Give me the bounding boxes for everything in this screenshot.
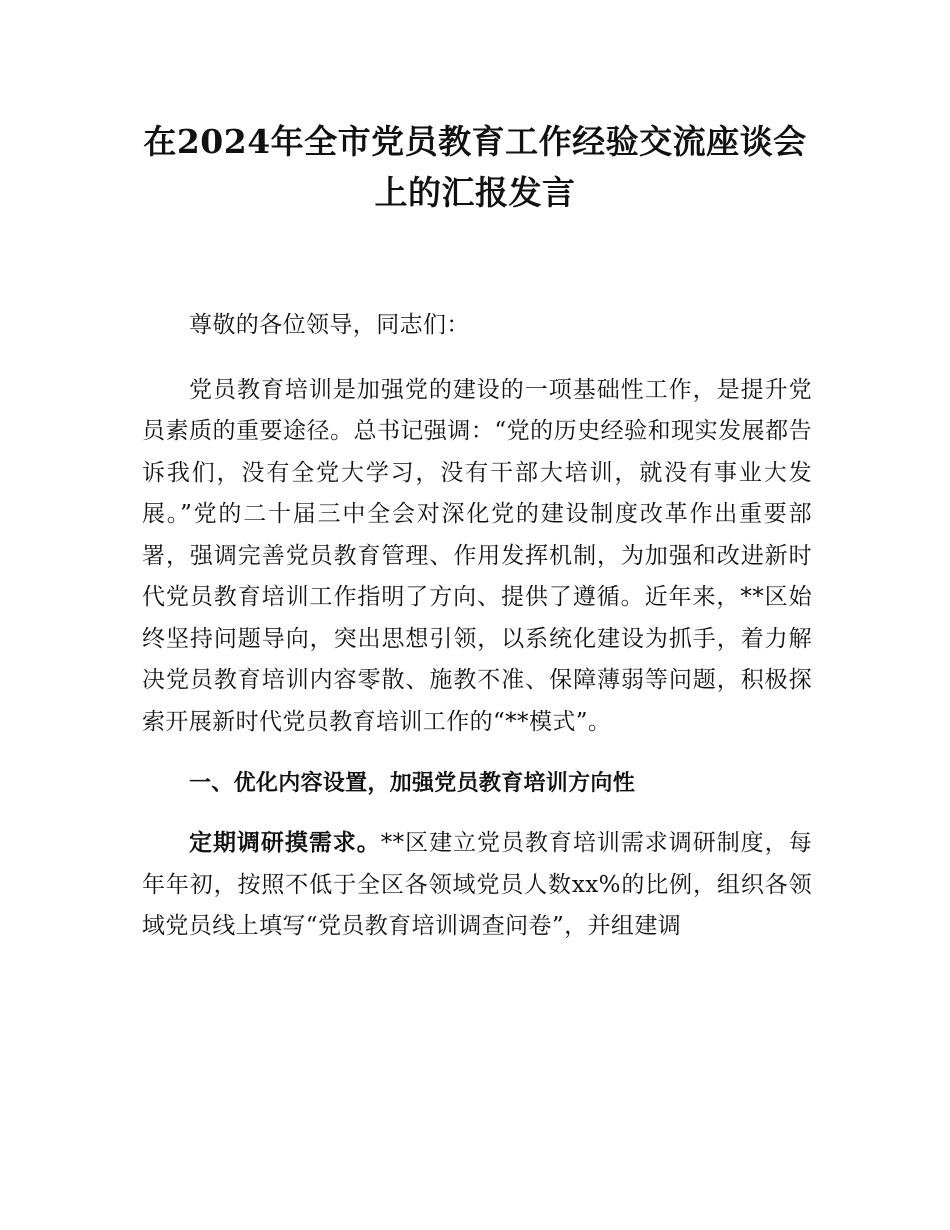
section-1-text: **区建立党员教育培训需求调研制度，每年年初，按照不低于全区各领域党员人数xx%的比例，组织各领域党员线上填写“党员教育培训调查问卷”，并组建调 — [142, 830, 812, 939]
salutation: 尊敬的各位领导，同志们： — [189, 312, 470, 338]
section-1-paragraph — [142, 823, 812, 948]
title-line-2: 上的汇报发言 — [374, 173, 576, 212]
section-1-lead: 定期调研摸需求。 — [189, 830, 381, 856]
title-line-1: 在2024年全市党员教育工作经验交流座谈会 — [143, 122, 807, 161]
document-title — [120, 116, 830, 218]
intro-paragraph: 党员教育培训是加强党的建设的一项基础性工作，是提升党员素质的重要途径。总书记强调：“党的历史经验和现实发展都告诉我们，没有全党大学习，没有干部大培训，就没有事业大发展。”党的二十届三中全会对深化党的建设制度改革作出重要部署，强调完善党员教育管理、作用发挥机制，为加强和改进新时代党员教育培训工作指明了方向、提供了遵循。近年来，**区始终坚持问题导向，突出思想引领，以系统化建设为抓手，着力解决党员教育培训内容零散、施教不准、保障薄弱等问题，积极探索开展新时代党员教育培训工作的“**模式”。 — [142, 376, 812, 735]
document-body — [142, 305, 812, 948]
section-1-heading: 一、优化内容设置，加强党员教育培训方向性 — [189, 771, 636, 796]
